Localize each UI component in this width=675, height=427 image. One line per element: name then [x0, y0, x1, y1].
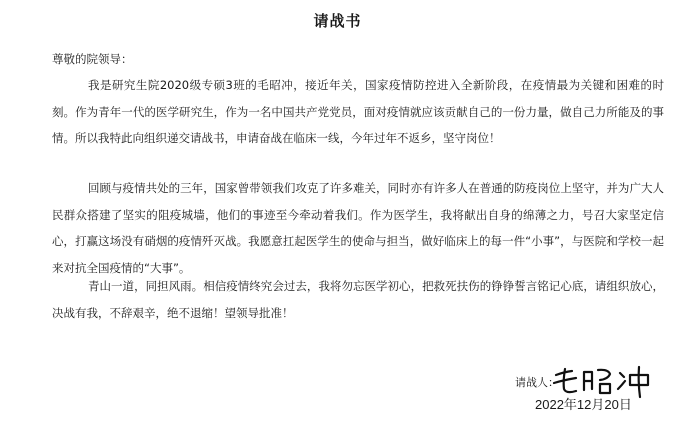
paragraph-intro: 我是研究生院2020级专硕3班的毛昭冲，接近年关，国家疫情防控进入全新阶段，在疫情最为关键和困难的时刻。作为青年一代的医学研究生，作为一名中国共产党党员，面对疫情就应该贡献自己的一份力量，做自己力所能及的事情。所以我特此向组织递交请战书，申请奋战在临床一线，今年过年不返乡，坚守岗位！ — [52, 78, 664, 145]
paragraph-review: 回顾与疫情共处的三年，国家曾带领我们攻克了许多难关，同时亦有许多人在普通的防疫岗位上坚守，并为广大人民群众搭建了坚实的阻疫城墙，他们的事迹至今牵动着我们。作为医学生，我将献出自身的绵薄之力，号召大家坚定信心，打赢这场没有硝烟的疫情歼灭战。我愿意扛起医学生的使命与担当，做好临床上的每一件“小事”，与医院和学校一起来对抗全国疫情的“大事”。 — [52, 181, 664, 275]
signature-date: 2022年12月20日 — [535, 397, 632, 412]
greeting: 尊敬的院领导： — [52, 52, 133, 66]
document-title: 请战书 — [313, 12, 362, 30]
signature-label: 请战人： — [515, 376, 559, 389]
paragraph-closing: 青山一道，同担风雨。相信疫情终究会过去，我将勿忘医学初心，把救死扶伤的铮铮誓言铭记心底，请组织放心，决战有我，不辞艰辛，绝不退缩！望领导批准！ — [52, 279, 664, 320]
